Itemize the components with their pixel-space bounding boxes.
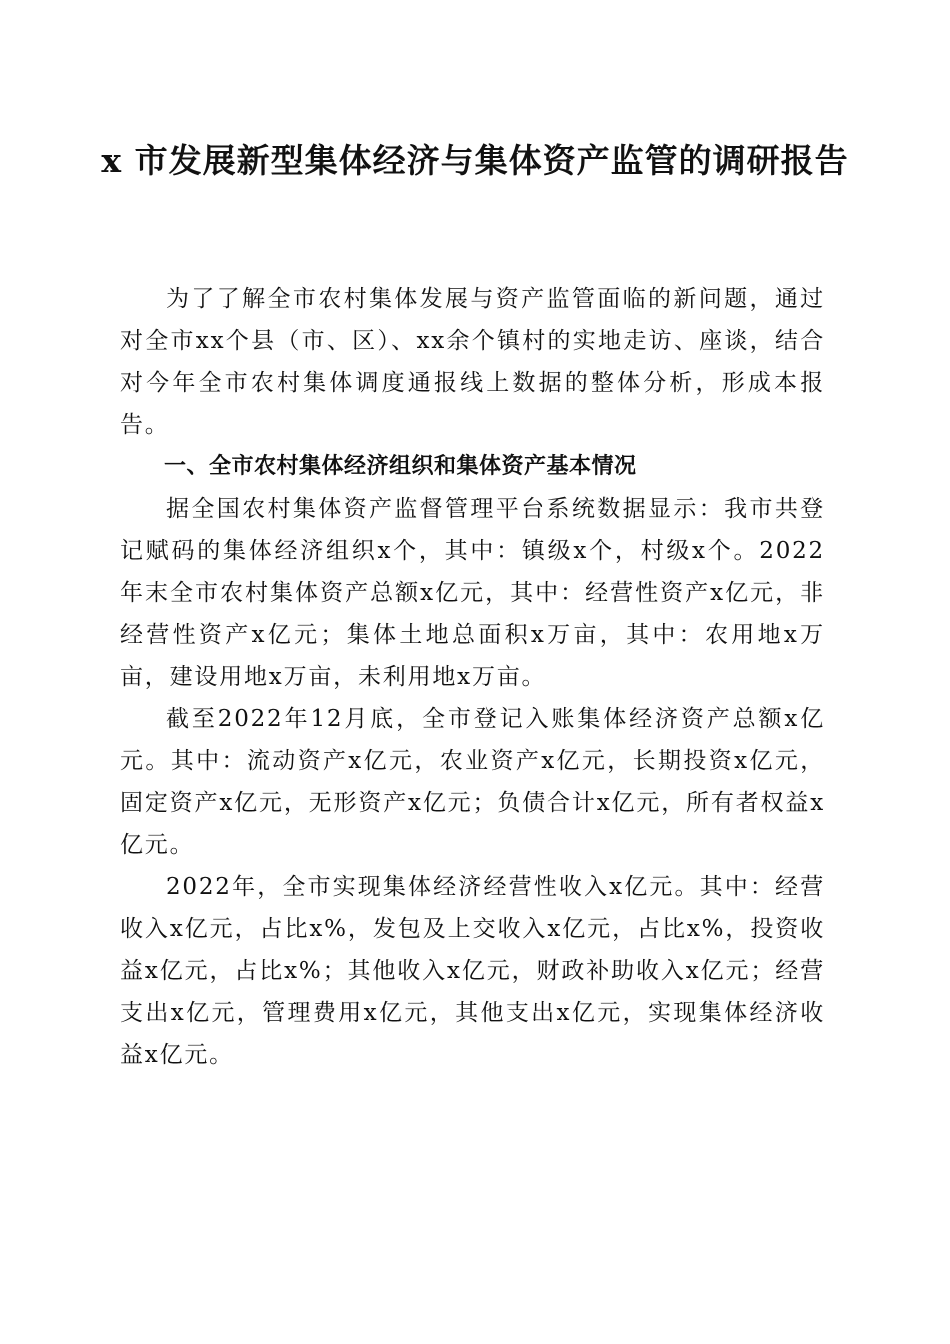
document-title: x 市发展新型集体经济与集体资产监管的调研报告 — [101, 141, 849, 180]
body-paragraph: 2022年，全市实现集体经济经营性收入x亿元。其中：经营收入x亿元，占比x%，发包及上交收入x亿元，占比x%，投资收益x亿元，占比x%；其他收入x亿元，财政补助收入x亿元；经营支出x亿元，管理费用x亿元，其他支出x亿元，实现集体经济收益x亿元。 — [120, 874, 825, 1068]
document-body — [120, 278, 825, 1076]
intro-paragraph: 为了了解全市农村集体发展与资产监管面临的新问题，通过对全市xx个县（市、区）、xx余个镇村的实地走访、座谈，结合对今年全市农村集体调度通报线上数据的整体分析，形成本报告。 — [120, 286, 825, 438]
section-heading-1: 一、全市农村集体经济组织和集体资产基本情况 — [164, 454, 637, 479]
body-paragraph: 截至2022年12月底，全市登记入账集体经济资产总额x亿元。其中：流动资产x亿元，农业资产x亿元，长期投资x亿元，固定资产x亿元，无形资产x亿元；负债合计x亿元，所有者权益x亿元。 — [120, 706, 825, 858]
body-paragraph: 据全国农村集体资产监督管理平台系统数据显示：我市共登记赋码的集体经济组织x个，其中：镇级x个，村级x个。2022年末全市农村集体资产总额x亿元，其中：经营性资产x亿元，非经营性资产x亿元；集体土地总面积x万亩，其中：农用地x万亩，建设用地x万亩，未利用地x万亩。 — [120, 496, 825, 690]
